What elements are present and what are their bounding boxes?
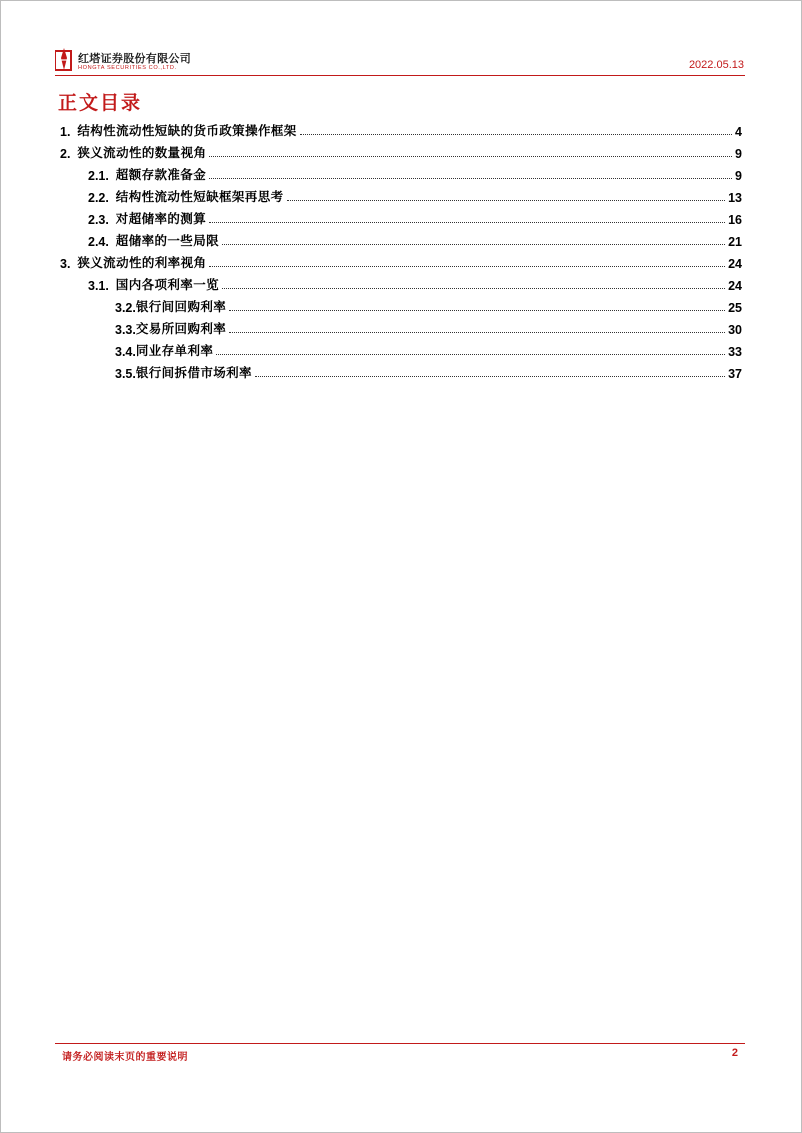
toc-entry-number: 1.	[60, 125, 78, 139]
toc-entry[interactable]	[60, 140, 742, 161]
toc-entry-number: 2.1.	[88, 169, 116, 183]
header-divider	[55, 75, 745, 76]
toc-entry-page: 24	[728, 257, 742, 271]
toc-entry-label: 超额存款准备金	[115, 167, 207, 182]
dot-leader	[229, 310, 725, 311]
hongta-tower-logo-icon	[55, 48, 75, 72]
toc-entry-label: 结构性流动性短缺的货币政策操作框架	[77, 123, 297, 138]
dot-leader	[229, 332, 725, 333]
toc-entry-number: 2.2.	[88, 191, 116, 205]
toc-entry[interactable]	[88, 228, 742, 249]
toc-entry[interactable]	[88, 206, 742, 227]
dot-leader	[209, 222, 725, 223]
company-name-en: HONGTA SECURITIES CO.,LTD.	[78, 65, 177, 71]
toc-entry-label: 对超储率的测算	[115, 211, 207, 226]
toc-entry[interactable]	[60, 118, 742, 139]
toc-entry-label: 银行间拆借市场利率	[135, 365, 252, 380]
dot-leader	[209, 178, 732, 179]
disclaimer-note: 请务必阅读末页的重要说明	[62, 1052, 188, 1063]
toc-entry-page: 9	[735, 147, 742, 161]
toc-entry-number: 3.1.	[88, 279, 116, 293]
toc-entry-page: 33	[728, 345, 742, 359]
toc-entry-page: 30	[728, 323, 742, 337]
toc-entry-number: 2.3.	[88, 213, 116, 227]
toc-entry-label: 狭义流动性的利率视角	[77, 255, 207, 270]
toc-entry-number: 3.5.	[115, 367, 136, 381]
company-logo	[55, 48, 191, 74]
dot-leader	[209, 156, 732, 157]
toc-entry[interactable]	[88, 162, 742, 183]
toc-entry-number: 3.4.	[115, 345, 136, 359]
toc-entry[interactable]	[115, 294, 742, 315]
toc-entry-number: 3.3.	[115, 323, 136, 337]
toc-entry-page: 4	[735, 125, 742, 139]
toc-entry[interactable]	[88, 184, 742, 205]
report-date: 2022.05.13	[688, 59, 744, 71]
toc-entry-label: 交易所回购利率	[135, 321, 227, 336]
toc-entry[interactable]	[60, 250, 742, 271]
toc-entry-label: 超储率的一些局限	[115, 233, 219, 248]
toc-entry-label: 狭义流动性的数量视角	[77, 145, 207, 160]
page-number: 2	[731, 1047, 738, 1059]
dot-leader	[287, 200, 726, 201]
toc-entry-number: 2.4.	[88, 235, 116, 249]
company-name-cn: 红塔证券股份有限公司	[78, 52, 191, 65]
toc-entry-label: 国内各项利率一览	[115, 277, 219, 292]
footer-divider	[55, 1043, 745, 1044]
dot-leader	[255, 376, 725, 377]
toc-entry-page: 9	[735, 169, 742, 183]
toc-entry-label: 结构性流动性短缺框架再思考	[115, 189, 284, 204]
dot-leader	[216, 354, 725, 355]
toc-entry[interactable]	[115, 316, 742, 337]
toc-entry[interactable]	[115, 360, 742, 381]
toc-entry-label: 同业存单利率	[135, 343, 214, 358]
toc-entry-number: 2.	[60, 147, 78, 161]
toc-entry-page: 13	[728, 191, 742, 205]
dot-leader	[300, 134, 732, 135]
toc-entry-label: 银行间回购利率	[135, 299, 227, 314]
toc-title: 正文目录	[58, 92, 143, 114]
toc-entry-page: 37	[728, 367, 742, 381]
toc-entry-page: 21	[728, 235, 742, 249]
toc-entry-page: 25	[728, 301, 742, 315]
dot-leader	[222, 244, 725, 245]
toc-entry-page: 16	[728, 213, 742, 227]
toc-entry-page: 24	[728, 279, 742, 293]
dot-leader	[222, 288, 725, 289]
toc-entry[interactable]	[115, 338, 742, 359]
dot-leader	[209, 266, 725, 267]
toc-entry[interactable]	[88, 272, 742, 293]
toc-entry-number: 3.	[60, 257, 78, 271]
toc-entry-number: 3.2.	[115, 301, 136, 315]
